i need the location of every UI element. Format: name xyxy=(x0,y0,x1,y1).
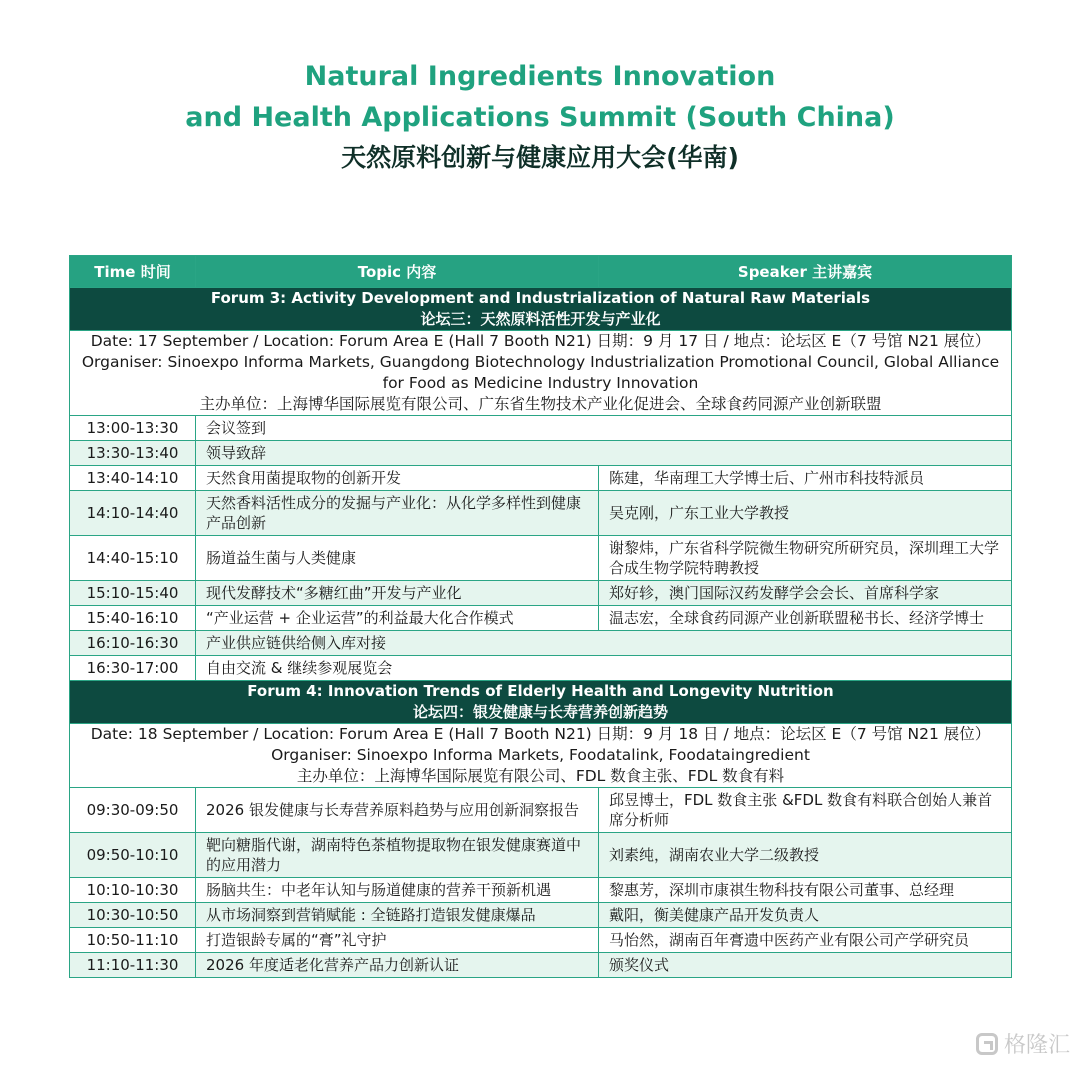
time-cell: 13:30-13:40 xyxy=(70,441,196,466)
forum3-info xyxy=(70,331,1012,416)
table-row xyxy=(70,833,1012,878)
forum4-info-line: 主办单位：上海博华国际展览有限公司、FDL 数食主张、FDL 数食有料 xyxy=(296,767,785,785)
table-row xyxy=(70,788,1012,833)
speaker-cell: 谢黎炜，广东省科学院微生物研究所研究员，深圳理工大学合成生物学院特聘教授 xyxy=(599,536,1012,581)
topic-cell: 从市场洞察到营销赋能 : 全链路打造银发健康爆品 xyxy=(196,903,599,928)
time-cell: 10:30-10:50 xyxy=(70,903,196,928)
watermark xyxy=(976,1028,1070,1059)
forum3-title xyxy=(70,288,1012,331)
title-block xyxy=(0,56,1080,178)
topic-cell: 天然食用菌提取物的创新开发 xyxy=(196,466,599,491)
title-en-line2: and Health Applications Summit (South China) xyxy=(185,102,895,133)
header-time: Time 时间 xyxy=(70,256,196,288)
title-cn: 天然原料创新与健康应用大会(华南) xyxy=(341,143,739,172)
forum4-info-line: Organiser: Sinoexpo Informa Markets, Foodatalink, Foodataingredient xyxy=(271,746,810,764)
table-row xyxy=(70,953,1012,978)
time-cell: 13:40-14:10 xyxy=(70,466,196,491)
speaker-cell: 戴阳，衡美健康产品开发负责人 xyxy=(599,903,1012,928)
forum4-info-line: Date: 18 September / Location: Forum Area E (Hall 7 Booth N21) 日期：9 月 18 日 / 地点：论坛区 E（7 号馆 N21 展位） xyxy=(90,725,991,743)
speaker-cell: 刘素纯，湖南农业大学二级教授 xyxy=(599,833,1012,878)
time-cell: 16:30-17:00 xyxy=(70,656,196,681)
time-cell: 10:10-10:30 xyxy=(70,878,196,903)
speaker-cell: 郑好轸，澳门国际汉药发酵学会会长、首席科学家 xyxy=(599,581,1012,606)
time-cell: 10:50-11:10 xyxy=(70,928,196,953)
time-cell: 09:30-09:50 xyxy=(70,788,196,833)
table-row xyxy=(70,656,1012,681)
time-cell: 15:40-16:10 xyxy=(70,606,196,631)
schedule-table xyxy=(69,255,1012,978)
forum3-title-en: Forum 3: Activity Development and Industrialization of Natural Raw Materials xyxy=(210,289,871,307)
table-row xyxy=(70,536,1012,581)
speaker-cell: 马怡然，湖南百年膏遗中医药产业有限公司产学研究员 xyxy=(599,928,1012,953)
table-row xyxy=(70,928,1012,953)
gelonghui-logo-icon xyxy=(976,1033,998,1055)
table-row xyxy=(70,441,1012,466)
table-row xyxy=(70,878,1012,903)
topic-cell: “产业运营 + 企业运营”的利益最大化合作模式 xyxy=(196,606,599,631)
forum4-title xyxy=(70,681,1012,724)
topic-cell: 靶向糖脂代谢，湖南特色茶植物提取物在银发健康赛道中的应用潜力 xyxy=(196,833,599,878)
topic-cell: 肠脑共生：中老年认知与肠道健康的营养干预新机遇 xyxy=(196,878,599,903)
forum3-info-row xyxy=(70,331,1012,416)
watermark-text: 格隆汇 xyxy=(1003,1033,1070,1058)
forum3-info-line: 主办单位：上海博华国际展览有限公司、广东省生物技术产业化促进会、全球食药同源产业创新联盟 xyxy=(199,395,882,413)
header-topic: Topic 内容 xyxy=(196,256,599,288)
topic-cell: 肠道益生菌与人类健康 xyxy=(196,536,599,581)
time-cell: 09:50-10:10 xyxy=(70,833,196,878)
topic-cell: 打造银龄专属的“膏”礼守护 xyxy=(196,928,599,953)
speaker-cell: 温志宏，全球食药同源产业创新联盟秘书长、经济学博士 xyxy=(599,606,1012,631)
time-cell: 15:10-15:40 xyxy=(70,581,196,606)
topic-cell: 2026 银发健康与长寿营养原料趋势与应用创新洞察报告 xyxy=(196,788,599,833)
table-row xyxy=(70,606,1012,631)
forum3-title-cn: 论坛三：天然原料活性开发与产业化 xyxy=(420,310,661,328)
table-row xyxy=(70,466,1012,491)
table-row xyxy=(70,491,1012,536)
forum4-title-cn: 论坛四：银发健康与长寿营养创新趋势 xyxy=(412,703,668,721)
forum3-title-row xyxy=(70,288,1012,331)
topic-cell: 2026 年度适老化营养产品力创新认证 xyxy=(196,953,599,978)
schedule-body xyxy=(70,256,1012,978)
table-row xyxy=(70,416,1012,441)
header-speaker: Speaker 主讲嘉宾 xyxy=(599,256,1012,288)
time-cell: 14:10-14:40 xyxy=(70,491,196,536)
topic-cell: 会议签到 xyxy=(196,416,1012,441)
time-cell: 13:00-13:30 xyxy=(70,416,196,441)
table-row xyxy=(70,581,1012,606)
time-cell: 11:10-11:30 xyxy=(70,953,196,978)
speaker-cell: 黎惠芳，深圳市康祺生物科技有限公司董事、总经理 xyxy=(599,878,1012,903)
time-cell: 16:10-16:30 xyxy=(70,631,196,656)
table-row xyxy=(70,903,1012,928)
speaker-cell: 陈建，华南理工大学博士后、广州市科技特派员 xyxy=(599,466,1012,491)
topic-cell: 天然香料活性成分的发掘与产业化：从化学多样性到健康产品创新 xyxy=(196,491,599,536)
forum4-title-en: Forum 4: Innovation Trends of Elderly Health and Longevity Nutrition xyxy=(247,682,834,700)
forum4-info-row xyxy=(70,724,1012,788)
speaker-cell: 颁奖仪式 xyxy=(599,953,1012,978)
speaker-cell: 邱昱博士，FDL 数食主张 &FDL 数食有料联合创始人兼首席分析师 xyxy=(599,788,1012,833)
topic-cell: 自由交流 & 继续参观展览会 xyxy=(196,656,1012,681)
speaker-cell: 吴克刚，广东工业大学教授 xyxy=(599,491,1012,536)
topic-cell: 领导致辞 xyxy=(196,441,1012,466)
forum4-title-row xyxy=(70,681,1012,724)
forum4-info xyxy=(70,724,1012,788)
topic-cell: 产业供应链供给侧入库对接 xyxy=(196,631,1012,656)
table-row xyxy=(70,631,1012,656)
title-en-line1: Natural Ingredients Innovation xyxy=(304,61,776,92)
table-header-row xyxy=(70,256,1012,288)
topic-cell: 现代发酵技术“多糖红曲”开发与产业化 xyxy=(196,581,599,606)
forum3-info-line: Date: 17 September / Location: Forum Area E (Hall 7 Booth N21) 日期：9 月 17 日 / 地点：论坛区 E（7 号馆 N21 展位） xyxy=(90,332,991,350)
time-cell: 14:40-15:10 xyxy=(70,536,196,581)
forum3-info-line: Organiser: Sinoexpo Informa Markets, Guangdong Biotechnology Industrialization Promotional Council, Global Alliance for Food as Medicine Industry Innovation xyxy=(81,353,1000,392)
